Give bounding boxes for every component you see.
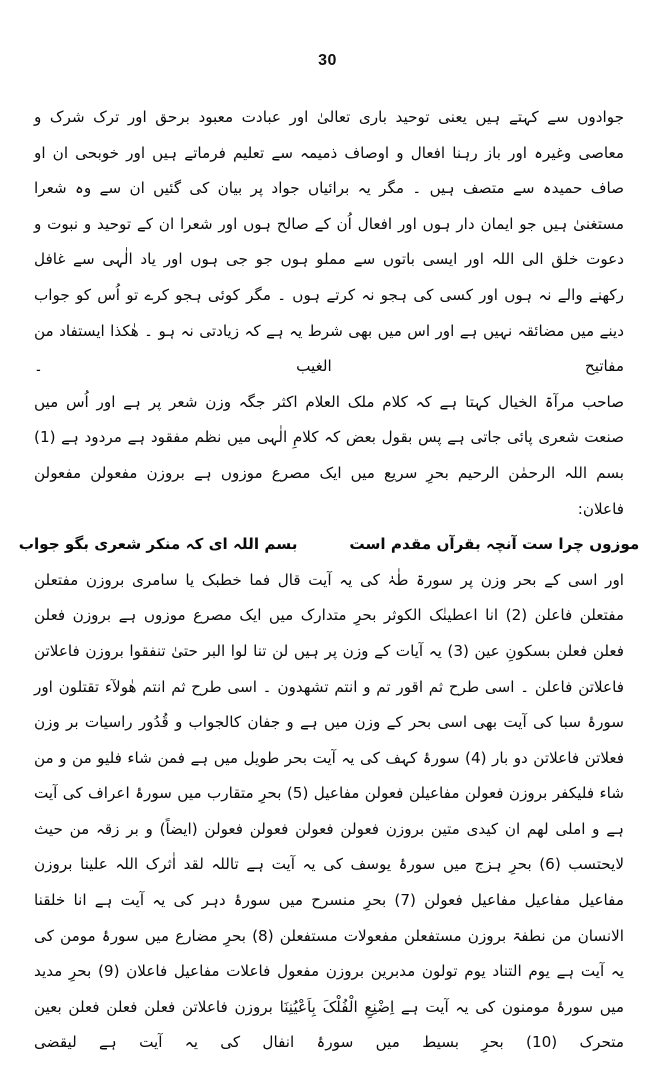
verse-hemistich-left: موزوں چرا ست آنچہ بقرآں مقدم است — [349, 535, 640, 554]
verse-couplet — [18, 527, 640, 563]
paragraph-2: صاحب مرآۃ الخیال کہتا ہے کہ کلام ملک العلام اکثر جگہ وزن شعر پر ہے اور اُس میں صنعت شعری پائی جاتی ہے پس بقول بعض کہ کلامِ الٰہی میں نظم مفقود ہے مردود ہے (1) بسم اللہ الرحمٰن الرحیم بحرِ سریع میں ایک مصرع موزوں ہے بروزن مفعولن مفعولن فاعلان: — [34, 392, 624, 518]
verse-hemistich-right: بسم اللہ ای کہ منکر شعری بگو جواب — [18, 535, 298, 554]
paragraph-1: جوادوں سے کہتے ہیں یعنی توحید باری تعالیٰ اور عبادت معبود برحق اور ترک شرک و معاصی وغیرہ اور باز رہنا افعال و اوصاف ذمیمہ سے تعلیم فرماتے ہیں اور خوبحی ان او صاف حمیدہ سے متصف ہیں ۔ مگر یہ برائیاں جواد پر بیان کی گئیں ان سے وہ شعرا مستغنیٰ ہیں جو ایمان دار ہوں اور افعال اُن کے صالح ہوں اور شعرا ان کے توحید و نبوت و دعوت خلق الی اللہ اور ایسی باتوں سے مملو ہوں جو جی ہوں اور یاد الٰہی سے غافل رکھنے والے نہ ہوں اور کسی کی ہجو نہ کرتے ہوں ۔ مگر کوئی ہجو کرے تو اُس کو جواب دینے میں مضائقہ نہیں ہے اور اس میں بھی شرط یہ ہے کہ زیادتی نہ ہو ۔ ھٰکذا ایستفاد من مفاتیح الغیب ۔ — [34, 108, 624, 376]
page-number: 30 — [318, 52, 337, 69]
paragraph-3: اور اسی کے بحر وزن پر سورۃ طٰہٰ کی یہ آیت قال فما خطبک یا سامری بروزن مفتعلن مفتعلن فاعلن (2) انا اعطینٰک الکوثر بحرِ متدارک میں ایک مصرع موزوں ہے بروزن فعلن فعلن فعلن بسکونِ عین (3) یہ آیات کے وزن پر ہیں لن تنا لوا البر حتیٰ تنفقوا بروزن فاعلاتن فاعلاتن فاعلن ۔ اسی طرح ثم اقور تم و انتم تشھدون ۔ اسی طرح ثم انتم ھٰولآء تقتلون اور سورۂ سبا کی آیت بھی اسی بحر کے وزن میں ہے و جفان کالجواب و قُدُور راسیات بر وزن فعلاتن فاعلاتن دو بار (4) سورۂ کہف کی یہ آیت بحر طویل میں ہے فمن شاء فلیو من و من شاء فلیکفر بروزن فعولن مفاعیلن فعولن مفاعیل (5) بحرِ متقارب میں سورۂ اعراف کی آیت ہے و املی لھم ان کیدی متین بروزن فعولن فعولن فعولن فعولن (ایضاً) و بر زقہ من حیث لایحتسب (6) بحرِ ہزج میں سورۂ یوسف کی یہ آیت ہے تاللہ لقد اٰثرک اللہ علینا بروزن مفاعیل مفاعیل مفاعیل فعولن (7) بحرِ منسرح میں سورۂ دہر کی یہ آیت ہے انا خلقنا الانسان من نطفۃ بروزن مستفعلن مفعولات مستفعلن (8) بحرِ مضارع میں سورۂ مومن کی یہ آیت ہے یوم التناد یوم تولون مدبرین بروزن مفعول فاعلات مفاعیل فاعلان (9) بحرِ مدید میں سورۂ مومنون کی یہ آیت ہے اِضْنِعِ الْفُلْکَ بِاَعْیُنِنَا بروزن فاعلاتن فعلن فعلن فعلن بعین متحرک (10) بحرِ بسیط میں سورۂ انفال کی یہ آیت ہے لیقضی — [34, 570, 625, 1052]
page-body — [18, 100, 640, 1061]
